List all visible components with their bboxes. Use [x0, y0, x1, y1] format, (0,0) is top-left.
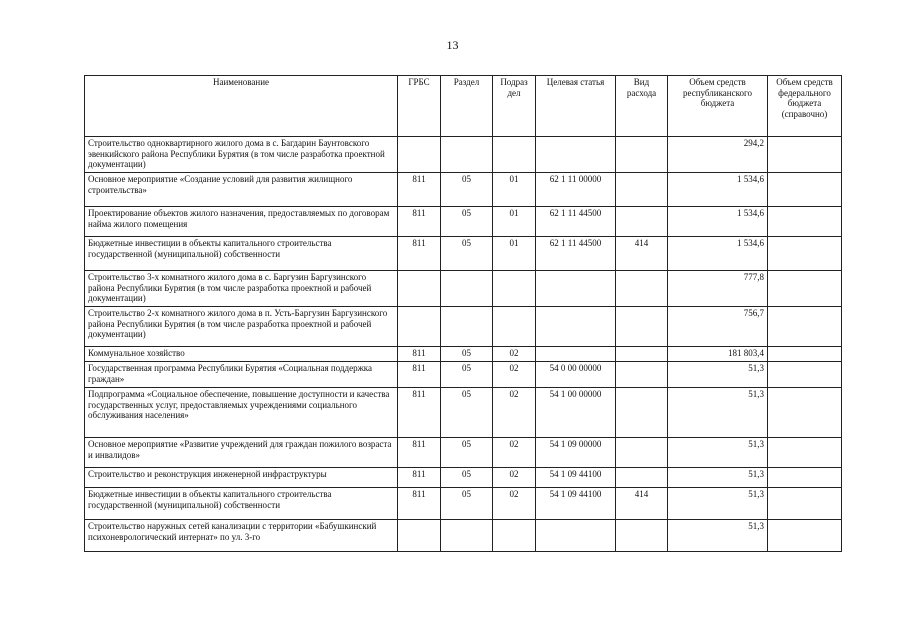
- cell-federal-budget: [768, 347, 842, 362]
- cell-podrazdel: 02: [493, 438, 536, 468]
- cell-podrazdel: 02: [493, 362, 536, 388]
- cell-expense-type: 414: [616, 488, 668, 520]
- cell-federal-budget: [768, 173, 842, 207]
- cell-expense-type: [616, 362, 668, 388]
- cell-grbs: 811: [398, 173, 441, 207]
- cell-name: Бюджетные инвестиции в объекты капитального строительства государственной (муниципальной) собственности: [85, 488, 398, 520]
- cell-expense-type: [616, 468, 668, 488]
- cell-expense-type: [616, 520, 668, 552]
- cell-federal-budget: [768, 520, 842, 552]
- cell-podrazdel: 02: [493, 468, 536, 488]
- cell-expense-type: [616, 388, 668, 438]
- table-row: [85, 388, 842, 438]
- cell-podrazdel: 02: [493, 388, 536, 438]
- cell-federal-budget: [768, 362, 842, 388]
- cell-republic-budget: 777,8: [668, 271, 768, 307]
- header-expense-type: Вид расхода: [616, 76, 668, 137]
- cell-target-article: [536, 307, 616, 347]
- cell-podrazdel: [493, 271, 536, 307]
- cell-target-article: 62 1 11 44500: [536, 237, 616, 271]
- cell-grbs: [398, 137, 441, 173]
- cell-podrazdel: [493, 307, 536, 347]
- cell-podrazdel: [493, 137, 536, 173]
- cell-target-article: [536, 347, 616, 362]
- cell-grbs: 811: [398, 388, 441, 438]
- cell-expense-type: 414: [616, 237, 668, 271]
- cell-name: Строительство 2-х комнатного жилого дома в п. Усть-Баргузин Баргузинского района Республики Бурятия (в том числе разработка проектной и рабочей документации): [85, 307, 398, 347]
- cell-grbs: 811: [398, 207, 441, 237]
- cell-expense-type: [616, 173, 668, 207]
- cell-name: Строительство наружных сетей канализации с территории «Бабушкинский психоневрологический интернат» по ул. 3-го: [85, 520, 398, 552]
- budget-table: [84, 75, 842, 552]
- cell-target-article: 62 1 11 00000: [536, 173, 616, 207]
- cell-podrazdel: 02: [493, 488, 536, 520]
- cell-republic-budget: 756,7: [668, 307, 768, 347]
- cell-republic-budget: 51,3: [668, 438, 768, 468]
- cell-grbs: 811: [398, 468, 441, 488]
- cell-federal-budget: [768, 307, 842, 347]
- cell-name: Строительство и реконструкция инженерной инфраструктуры: [85, 468, 398, 488]
- cell-grbs: 811: [398, 438, 441, 468]
- cell-federal-budget: [768, 237, 842, 271]
- header-name: Наименование: [85, 76, 398, 137]
- table-row: [85, 207, 842, 237]
- cell-name: Основное мероприятие «Создание условий для развития жилищного строительства»: [85, 173, 398, 207]
- cell-podrazdel: [493, 520, 536, 552]
- cell-name: Строительство одноквартирного жилого дома в с. Багдарин Баунтовского эвенкийского района Республики Бурятия (в том числе разработка проектной документации): [85, 137, 398, 173]
- cell-razdel: 05: [441, 347, 493, 362]
- cell-razdel: 05: [441, 488, 493, 520]
- cell-target-article: 54 1 09 44100: [536, 488, 616, 520]
- cell-name: Основное мероприятие «Развитие учреждений для граждан пожилого возраста и инвалидов»: [85, 438, 398, 468]
- cell-republic-budget: 51,3: [668, 520, 768, 552]
- cell-name: Коммунальное хозяйство: [85, 347, 398, 362]
- cell-target-article: 62 1 11 44500: [536, 207, 616, 237]
- cell-grbs: [398, 271, 441, 307]
- cell-expense-type: [616, 307, 668, 347]
- cell-republic-budget: 181 803,4: [668, 347, 768, 362]
- cell-expense-type: [616, 137, 668, 173]
- header-podrazdel: Подраз дел: [493, 76, 536, 137]
- cell-republic-budget: 1 534,6: [668, 173, 768, 207]
- cell-grbs: 811: [398, 237, 441, 271]
- cell-target-article: [536, 271, 616, 307]
- table-header-row: [85, 76, 842, 137]
- cell-federal-budget: [768, 468, 842, 488]
- cell-federal-budget: [768, 388, 842, 438]
- cell-grbs: [398, 520, 441, 552]
- cell-razdel: 05: [441, 438, 493, 468]
- cell-target-article: 54 0 00 00000: [536, 362, 616, 388]
- table-row: [85, 347, 842, 362]
- table-row: [85, 237, 842, 271]
- cell-grbs: 811: [398, 347, 441, 362]
- cell-razdel: [441, 520, 493, 552]
- table-row: [85, 468, 842, 488]
- cell-expense-type: [616, 207, 668, 237]
- table-row: [85, 520, 842, 552]
- cell-razdel: 05: [441, 362, 493, 388]
- cell-target-article: [536, 137, 616, 173]
- cell-target-article: 54 1 09 44100: [536, 468, 616, 488]
- cell-razdel: 05: [441, 173, 493, 207]
- cell-razdel: 05: [441, 207, 493, 237]
- cell-razdel: [441, 137, 493, 173]
- cell-grbs: [398, 307, 441, 347]
- cell-target-article: 54 1 09 00000: [536, 438, 616, 468]
- cell-name: Проектирование объектов жилого назначения, предоставляемых по договорам найма жилого помещения: [85, 207, 398, 237]
- cell-republic-budget: 51,3: [668, 362, 768, 388]
- cell-name: Подпрограмма «Социальное обеспечение, повышение доступности и качества государственных услуг, предоставляемых учреждениями социального обслуживания населения»: [85, 388, 398, 438]
- cell-podrazdel: 02: [493, 347, 536, 362]
- cell-federal-budget: [768, 207, 842, 237]
- table-row: [85, 438, 842, 468]
- cell-federal-budget: [768, 488, 842, 520]
- header-target-article: Целевая статья: [536, 76, 616, 137]
- cell-podrazdel: 01: [493, 173, 536, 207]
- table-row: [85, 307, 842, 347]
- cell-target-article: 54 1 00 00000: [536, 388, 616, 438]
- cell-expense-type: [616, 347, 668, 362]
- cell-name: Строительство 3-х комнатного жилого дома в с. Баргузин Баргузинского района Республики Бурятия (в том числе разработка проектной и рабочей документации): [85, 271, 398, 307]
- table-row: [85, 173, 842, 207]
- header-razdel: Раздел: [441, 76, 493, 137]
- cell-republic-budget: 294,2: [668, 137, 768, 173]
- table-row: [85, 488, 842, 520]
- cell-expense-type: [616, 271, 668, 307]
- cell-federal-budget: [768, 438, 842, 468]
- cell-razdel: 05: [441, 237, 493, 271]
- cell-expense-type: [616, 438, 668, 468]
- cell-federal-budget: [768, 137, 842, 173]
- page-number: 13: [446, 38, 459, 52]
- cell-razdel: 05: [441, 388, 493, 438]
- cell-razdel: 05: [441, 468, 493, 488]
- cell-republic-budget: 51,3: [668, 468, 768, 488]
- table-row: [85, 362, 842, 388]
- cell-podrazdel: 01: [493, 237, 536, 271]
- cell-razdel: [441, 307, 493, 347]
- header-republic-budget: Объем средств республиканского бюджета: [668, 76, 768, 137]
- header-grbs: ГРБС: [398, 76, 441, 137]
- cell-federal-budget: [768, 271, 842, 307]
- cell-republic-budget: 1 534,6: [668, 237, 768, 271]
- cell-republic-budget: 1 534,6: [668, 207, 768, 237]
- cell-target-article: [536, 520, 616, 552]
- table-row: [85, 271, 842, 307]
- cell-grbs: 811: [398, 362, 441, 388]
- cell-name: Бюджетные инвестиции в объекты капитального строительства государственной (муниципальной) собственности: [85, 237, 398, 271]
- cell-razdel: [441, 271, 493, 307]
- header-federal-budget: Объем средств федерального бюджета (справочно): [768, 76, 842, 137]
- cell-republic-budget: 51,3: [668, 388, 768, 438]
- cell-podrazdel: 01: [493, 207, 536, 237]
- cell-grbs: 811: [398, 488, 441, 520]
- table-row: [85, 137, 842, 173]
- cell-name: Государственная программа Республики Бурятия «Социальная поддержка граждан»: [85, 362, 398, 388]
- cell-republic-budget: 51,3: [668, 488, 768, 520]
